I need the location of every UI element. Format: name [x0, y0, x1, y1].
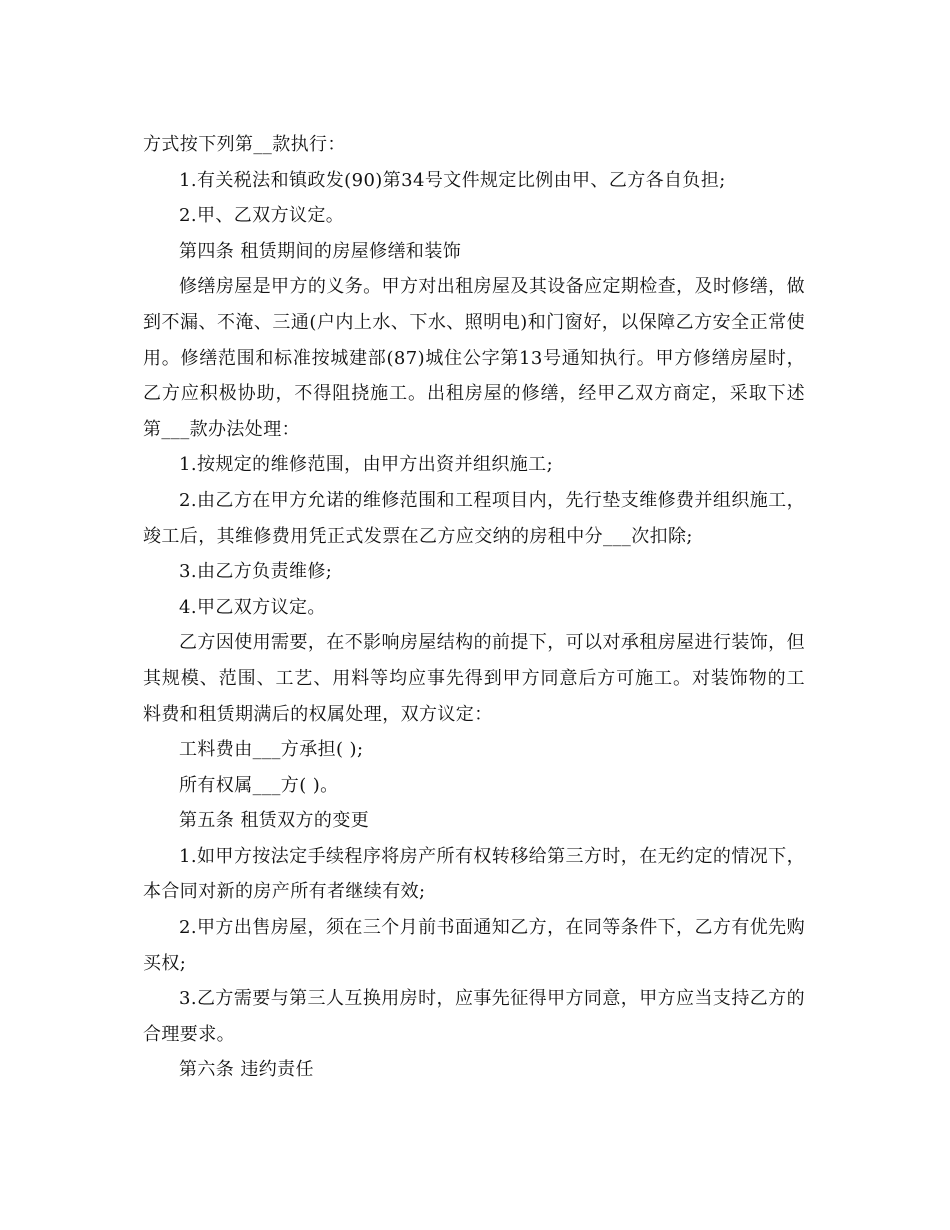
section-heading: 第四条 租赁期间的房屋修缮和装饰 — [179, 240, 462, 262]
paragraph: 1.有关税法和镇政发(90)第34号文件规定比例由甲、乙方各自负担; — [179, 169, 726, 191]
paragraph: 工料费由___方承担( ); — [179, 739, 364, 761]
paragraph: 方式按下列第__款执行： — [143, 134, 346, 155]
paragraph: 2.甲方出售房屋，须在三个月前书面通知乙方，在同等条件下，乙方有优先购买权; — [143, 917, 805, 974]
paragraph: 所有权属___方( )。 — [179, 774, 339, 796]
document-body — [143, 127, 805, 1088]
paragraph: 1.按规定的维修范围，由甲方出资并组织施工; — [179, 454, 554, 476]
paragraph: 3.乙方需要与第三人互换用房时，应事先征得甲方同意，甲方应当支持乙方的合理要求。 — [143, 988, 805, 1045]
section-heading: 第五条 租赁双方的变更 — [179, 810, 370, 832]
paragraph: 4.甲乙双方议定。 — [179, 596, 326, 618]
section-heading: 第六条 违约责任 — [179, 1059, 314, 1081]
paragraph: 2.甲、乙双方议定。 — [179, 205, 345, 227]
paragraph: 乙方因使用需要，在不影响房屋结构的前提下，可以对承租房屋进行装饰，但其规模、范围、工艺、用料等均应事先得到甲方同意后方可施工。对装饰物的工料费和租赁期满后的权属处理，双方议定： — [143, 632, 805, 725]
paragraph: 2.由乙方在甲方允诺的维修范围和工程项目内，先行垫支维修费并组织施工，竣工后，其维修费用凭正式发票在乙方应交纳的房租中分___次扣除; — [143, 489, 805, 547]
paragraph: 3.由乙方负责维修; — [179, 561, 333, 583]
paragraph: 1.如甲方按法定手续程序将房产所有权转移给第三方时，在无约定的情况下，本合同对新的房产所有者继续有效; — [143, 845, 805, 903]
paragraph: 修缮房屋是甲方的义务。甲方对出租房屋及其设备应定期检查，及时修缮，做到不漏、不淹、三通(户内上水、下水、照明电)和门窗好，以保障乙方安全正常使用。修缮范围和标准按城建部(87)城住公字第13号通知执行。甲方修缮房屋时，乙方应积极协助，不得阻挠施工。出租房屋的修缮，经甲乙双方商定，采取下述第___款办法处理： — [143, 276, 805, 440]
